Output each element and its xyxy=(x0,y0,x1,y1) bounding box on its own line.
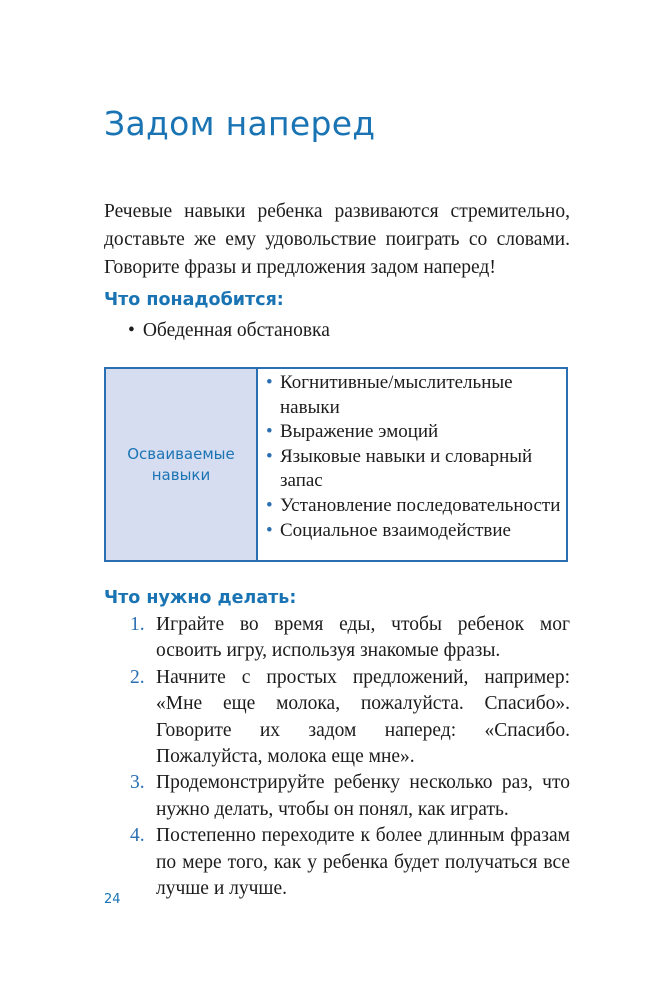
list-item: • Социальное взаимодействие xyxy=(266,519,562,544)
skills-table xyxy=(104,367,568,562)
step-text: Играйте во время еды, чтобы ребенок мог освоить игру, используя знакомые фразы. xyxy=(156,614,570,662)
skills-label: Осваиваемые навыки xyxy=(106,369,258,560)
step-text: Продемонстрируйте ребенку несколько раз, что нужно делать, чтобы он понял, как играть. xyxy=(156,772,570,820)
step-number: 3. xyxy=(130,772,145,794)
list-item: • Установление последовательности xyxy=(266,494,562,519)
needs-item-text: Обеденная обстановка xyxy=(142,320,330,341)
skills-list xyxy=(258,369,566,560)
page-number: 24 xyxy=(104,892,121,907)
needs-heading: Что понадобится: xyxy=(104,290,284,310)
list-item: • Языковые навыки и словарный запас xyxy=(266,445,562,494)
step-number: 1. xyxy=(130,614,145,635)
page-title: Задом наперед xyxy=(104,104,376,143)
list-item xyxy=(130,612,570,665)
step-number: 2. xyxy=(130,666,145,688)
steps-list xyxy=(130,612,570,902)
list-item xyxy=(128,318,330,344)
list-item: • Выражение эмоций xyxy=(266,420,562,445)
step-text: Постепенно переходите к более длинным фразам по мере того, как у ребенка будет получаться все лучше и лучше. xyxy=(156,825,570,900)
steps-heading: Что нужно делать: xyxy=(104,588,297,608)
step-number: 4. xyxy=(130,825,145,847)
needs-list xyxy=(128,318,330,344)
intro-paragraph: Речевые навыки ребенка развиваются стремительно, доставьте же ему удовольствие поиграть со словами. Говорите фразы и предложения задом наперед! xyxy=(104,201,570,278)
list-item: • Когнитивные/мыслительные навыки xyxy=(266,371,562,420)
list-item xyxy=(130,770,570,823)
list-item xyxy=(130,823,570,902)
list-item xyxy=(130,665,570,771)
step-text: Начните с простых предложений, например: «Мне еще молока, пожалуйста. Спасибо». Говорите их задом наперед: «Спасибо. Пожалуйста, молока еще мне». xyxy=(156,666,570,768)
